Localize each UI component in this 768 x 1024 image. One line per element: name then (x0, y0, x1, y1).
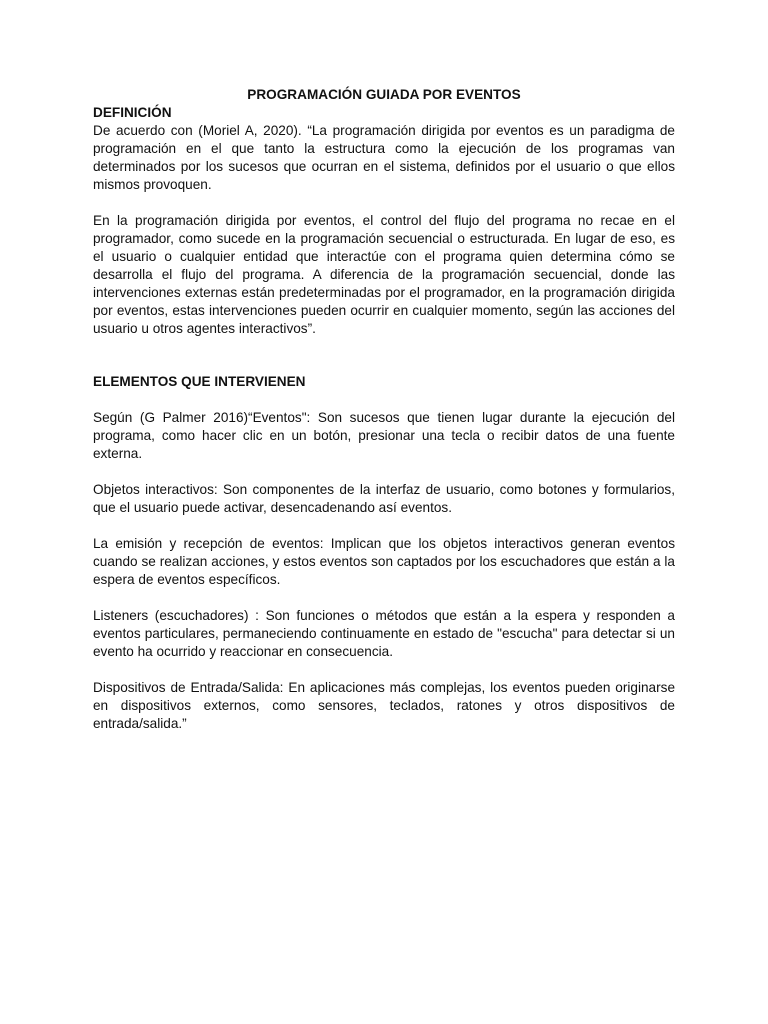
section-spacer (93, 338, 675, 373)
paragraph-spacer (93, 517, 675, 535)
document-title: PROGRAMACIÓN GUIADA POR EVENTOS (247, 87, 521, 102)
paragraph-spacer (93, 589, 675, 607)
elements-paragraph-emission-reception: La emisión y recepción de eventos: Implican que los objetos interactivos generan eventos cuando se realizan acciones, y estos eventos son captados por los escuchadores que están a la espera de eventos específicos. (93, 536, 675, 587)
document-page (93, 86, 675, 733)
paragraph-spacer (93, 194, 675, 212)
paragraph-spacer (93, 661, 675, 679)
paragraph-spacer (93, 463, 675, 481)
elements-paragraph-io-devices: Dispositivos de Entrada/Salida: En aplicaciones más complejas, los eventos pueden originarse en dispositivos externos, como sensores, teclados, ratones y otros dispositivos de entrada/salida.” (93, 680, 675, 731)
elements-heading: ELEMENTOS QUE INTERVIENEN (93, 374, 306, 389)
definition-paragraph-2: En la programación dirigida por eventos, el control del flujo del programa no recae en el programador, como sucede en la programación secuencial o estructurada. En lugar de eso, es el usuario o cualquier entidad que interactúe con el programa quien determina cómo se desarrolla el flujo del programa. A diferencia de la programación secuencial, donde las intervenciones externas están predeterminadas por el programador, en la programación dirigida por eventos, estas intervenciones pueden ocurrir en cualquier momento, según las acciones del usuario u otros agentes interactivos”. (93, 213, 675, 336)
elements-paragraph-interactive-objects: Objetos interactivos: Son componentes de la interfaz de usuario, como botones y formularios, que el usuario puede activar, desencadenando así eventos. (93, 482, 675, 515)
elements-paragraph-events: Según (G Palmer 2016)“Eventos": Son sucesos que tienen lugar durante la ejecución del programa, como hacer clic en un botón, presionar una tecla o recibir datos de una fuente externa. (93, 410, 675, 461)
elements-paragraph-listeners: Listeners (escuchadores) : Son funciones o métodos que están a la espera y responden a eventos particulares, permaneciendo continuamente en estado de "escucha" para detectar si un evento ha ocurrido y reaccionar en consecuencia. (93, 608, 675, 659)
definition-paragraph-1: De acuerdo con (Moriel A, 2020). “La programación dirigida por eventos es un paradigma de programación en el que tanto la estructura como la ejecución de los programas van determinados por los sucesos que ocurran en el sistema, definidos por el usuario o que ellos mismos provoquen. (93, 123, 675, 192)
definition-heading: DEFINICIÓN (93, 105, 172, 120)
paragraph-spacer (93, 391, 675, 409)
